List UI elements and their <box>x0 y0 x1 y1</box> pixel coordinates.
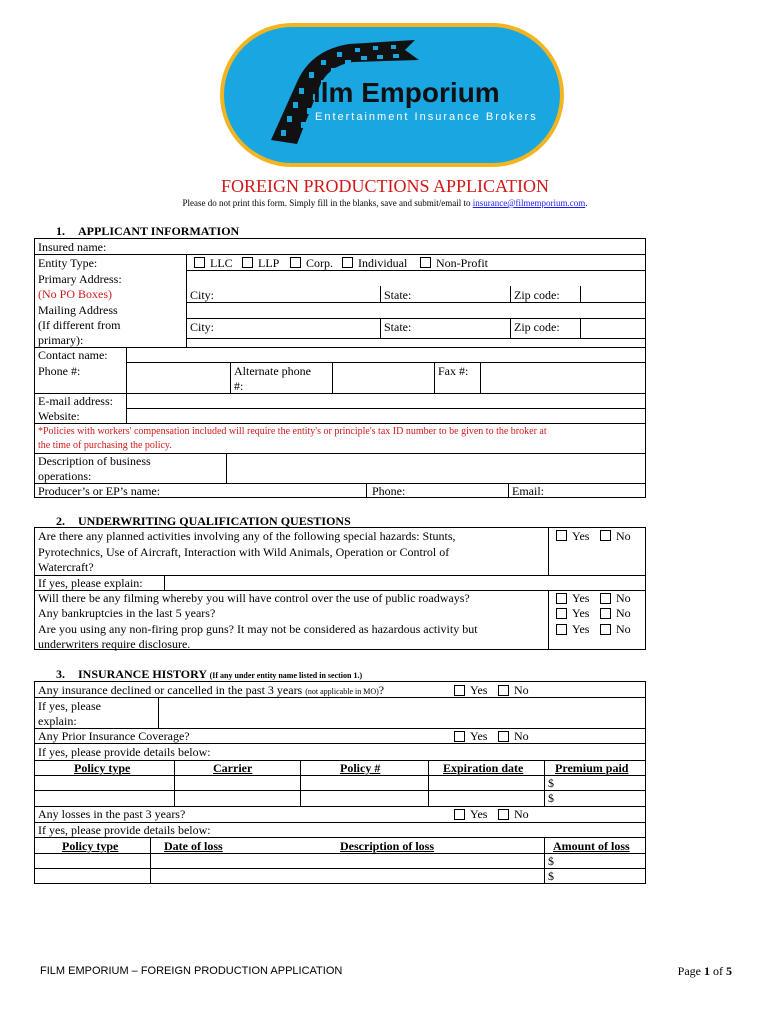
roadways-yes-checkbox[interactable] <box>556 593 567 604</box>
details-label: If yes, please provide details below: <box>38 823 211 837</box>
mailing-zip-label: Zip code: <box>514 320 560 334</box>
entity-corp-label: Corp. <box>306 256 333 270</box>
bankruptcy-question: Any bankruptcies in the last 5 years? <box>38 606 216 620</box>
section-3-heading: 3. INSURANCE HISTORY (If any under entity name listed in section 1.) <box>56 667 363 681</box>
mailing-state-label: State: <box>384 320 412 334</box>
footer-title: FILM EMPORIUM – FOREIGN PRODUCTION APPLICATION <box>40 965 343 977</box>
explain-label-2: explain: <box>38 714 77 728</box>
insured-name-label: Insured name: <box>38 240 107 254</box>
yes-label: Yes <box>470 807 488 821</box>
col-date-of-loss: Date of loss <box>164 839 223 853</box>
instructions: Please do not print this form. Simply fill in the blanks, save and submit/email to insurance@filmemporium.com. <box>182 198 588 208</box>
hazards-question: Are there any planned activities involving any of the following special hazards: Stunts, <box>38 529 456 543</box>
film-emporium-logo <box>219 22 565 168</box>
section-2-heading: 2. UNDERWRITING QUALIFICATION QUESTIONS <box>56 514 351 528</box>
hazards-yes-checkbox[interactable] <box>556 530 567 541</box>
contact-name-label: Contact name: <box>38 348 108 362</box>
mailing-city-label: City: <box>190 320 215 334</box>
no-label: No <box>616 591 631 605</box>
entity-llp-label: LLP <box>258 256 280 270</box>
primary-zip-label: Zip code: <box>514 288 560 302</box>
prop-guns-question: Are you using any non-firing prop guns? It may not be considered as hazardous activity but <box>38 622 478 636</box>
primary-address-label: Primary Address: <box>38 272 122 286</box>
prior-yes-checkbox[interactable] <box>454 731 465 742</box>
yes-label: Yes <box>470 683 488 697</box>
prior-coverage-question: Any Prior Insurance Coverage? <box>38 729 190 743</box>
entity-nonprofit-label: Non-Profit <box>436 256 488 270</box>
workers-comp-note: *Policies with workers' compensation included will require the entity's or principle's tax ID number to be given to the broker at <box>38 426 547 437</box>
mailing-address-label-2: (If different from <box>38 318 121 332</box>
explain-label: If yes, please <box>38 699 101 713</box>
col-expiration-date: Expiration date <box>443 761 524 775</box>
workers-comp-note-2: the time of purchasing the policy. <box>38 440 172 451</box>
prop-guns-question-2: underwriters require disclosure. <box>38 637 191 651</box>
producer-name-label: Producer’s or EP’s name: <box>38 484 161 498</box>
entity-individual-checkbox[interactable] <box>342 257 353 268</box>
entity-nonprofit-checkbox[interactable] <box>420 257 431 268</box>
declined-no-checkbox[interactable] <box>498 685 509 696</box>
section-1-heading: 1. APPLICANT INFORMATION <box>56 224 240 238</box>
explain-label: If yes, please explain: <box>38 576 143 590</box>
mailing-address-label-3: primary): <box>38 333 84 347</box>
entity-type-label: Entity Type: <box>38 256 98 270</box>
yes-label: Yes <box>572 591 590 605</box>
col-loss-policy-type: Policy type <box>62 839 119 853</box>
yes-label: Yes <box>572 622 590 636</box>
col-carrier: Carrier <box>213 761 253 775</box>
prior-no-checkbox[interactable] <box>498 731 509 742</box>
declined-yes-checkbox[interactable] <box>454 685 465 696</box>
roadways-question: Will there be any filming whereby you will have control over the use of public roadways? <box>38 591 470 605</box>
hazards-question-2: Pyrotechnics, Use of Aircraft, Interaction with Wild Animals, Operation or Control of <box>38 545 450 559</box>
hazards-no-checkbox[interactable] <box>600 530 611 541</box>
prop-guns-yes-checkbox[interactable] <box>556 624 567 635</box>
phone-label: Phone #: <box>38 364 81 378</box>
producer-email-label: Email: <box>512 484 544 498</box>
alt-phone-label: Alternate phone <box>234 364 311 378</box>
currency-symbol: $ <box>548 869 554 883</box>
currency-symbol: $ <box>548 854 554 868</box>
no-label: No <box>514 729 529 743</box>
no-label: No <box>616 606 631 620</box>
fax-label: Fax #: <box>438 364 469 378</box>
email-label: E-mail address: <box>38 394 113 408</box>
no-label: No <box>616 622 631 636</box>
no-label: No <box>514 807 529 821</box>
business-description-label: Description of business <box>38 454 151 468</box>
declined-question: Any insurance declined or cancelled in the past 3 years (not applicable in MO)? <box>38 683 385 697</box>
entity-llc-checkbox[interactable] <box>194 257 205 268</box>
producer-phone-label: Phone: <box>372 484 406 498</box>
alt-phone-label-2: #: <box>234 379 244 393</box>
business-description-label-2: operations: <box>38 469 92 483</box>
no-label: No <box>514 683 529 697</box>
col-policy-number: Policy # <box>340 761 381 775</box>
page-title: FOREIGN PRODUCTIONS APPLICATION <box>220 176 550 196</box>
hazards-question-3: Watercraft? <box>38 560 94 574</box>
losses-yes-checkbox[interactable] <box>454 809 465 820</box>
website-label: Website: <box>38 409 80 423</box>
details-label: If yes, please provide details below: <box>38 745 211 759</box>
entity-llp-checkbox[interactable] <box>242 257 253 268</box>
yes-label: Yes <box>572 606 590 620</box>
svg-text:ilm Emporium: ilm Emporium <box>313 77 500 108</box>
entity-corp-checkbox[interactable] <box>290 257 301 268</box>
roadways-no-checkbox[interactable] <box>600 593 611 604</box>
col-description-of-loss: Description of loss <box>340 839 434 853</box>
currency-symbol: $ <box>548 791 554 805</box>
mailing-address-label: Mailing Address <box>38 303 118 317</box>
currency-symbol: $ <box>548 776 554 790</box>
yes-label: Yes <box>470 729 488 743</box>
primary-state-label: State: <box>384 288 412 302</box>
entity-individual-label: Individual <box>358 256 408 270</box>
primary-city-label: City: <box>190 288 215 302</box>
col-amount-of-loss: Amount of loss <box>553 839 630 853</box>
no-po-boxes-note: (No PO Boxes) <box>38 287 112 301</box>
entity-llc-label: LLC <box>210 256 233 270</box>
losses-no-checkbox[interactable] <box>498 809 509 820</box>
insured-name-field[interactable] <box>130 240 640 254</box>
page-number: Page 1 of 5 <box>677 964 732 978</box>
no-label: No <box>616 529 631 543</box>
bankruptcy-no-checkbox[interactable] <box>600 608 611 619</box>
col-premium-paid: Premium paid <box>555 761 629 775</box>
losses-question: Any losses in the past 3 years? <box>38 807 186 821</box>
bankruptcy-yes-checkbox[interactable] <box>556 608 567 619</box>
svg-text:Entertainment Insurance Broker: Entertainment Insurance Brokers <box>315 111 538 123</box>
prop-guns-no-checkbox[interactable] <box>600 624 611 635</box>
yes-label: Yes <box>572 529 590 543</box>
email-link[interactable]: insurance@filmemporium.com <box>472 198 586 208</box>
col-policy-type: Policy type <box>74 761 131 775</box>
